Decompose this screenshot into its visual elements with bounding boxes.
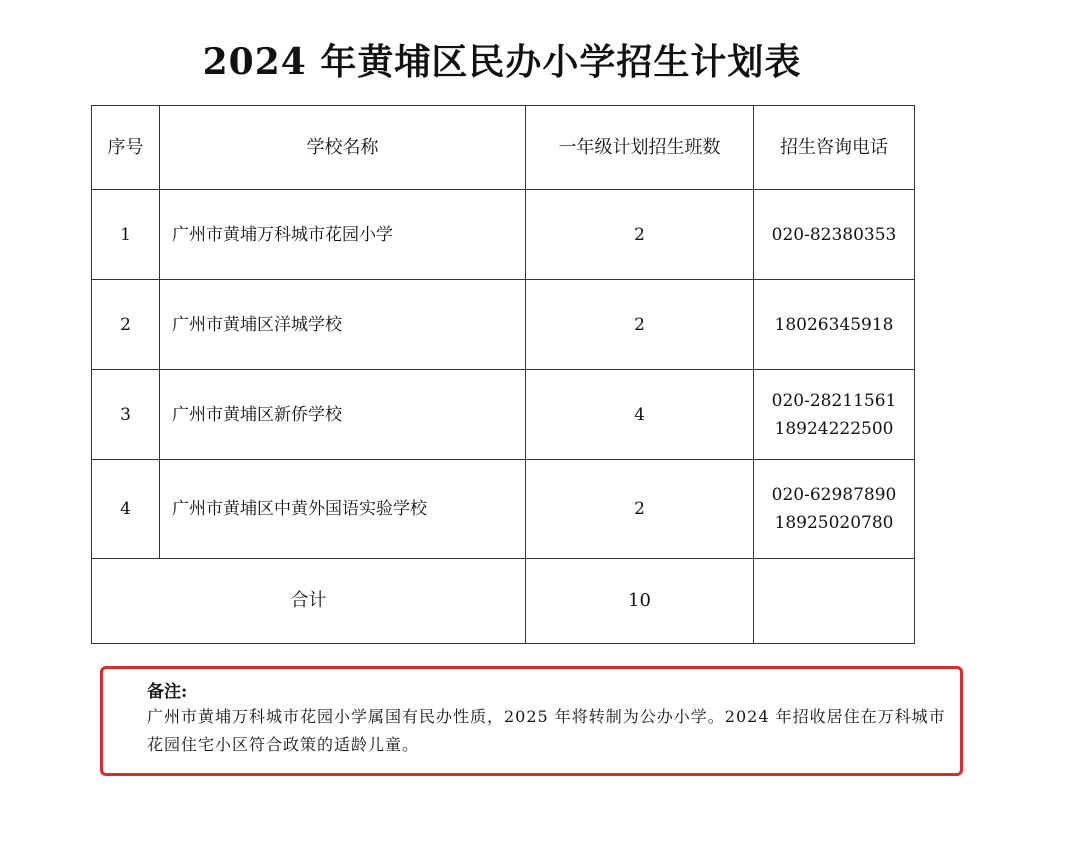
- phone-number: 020-62987890: [771, 485, 897, 505]
- total-phone-cell: [754, 559, 915, 644]
- table-row: [92, 190, 915, 280]
- serial-number-cell: 3: [92, 370, 160, 460]
- table-total-row: [92, 559, 915, 644]
- remarks-box: [100, 666, 963, 776]
- header-planned-classes: 一年级计划招生班数: [526, 106, 754, 190]
- phone-number: 18026345918: [774, 314, 894, 335]
- phone-number: 18925020780: [774, 513, 894, 533]
- contact-phone-cell: [754, 370, 915, 460]
- header-school-name: 学校名称: [160, 106, 526, 190]
- school-name-cell: 广州市黄埔区洋城学校: [160, 280, 526, 370]
- planned-classes-cell: 4: [526, 370, 754, 460]
- phone-number: 18924222500: [774, 418, 894, 439]
- contact-phone-cell: [754, 280, 915, 370]
- serial-number-cell: 2: [92, 280, 160, 370]
- planned-classes-cell: 2: [526, 460, 754, 559]
- school-name-cell: 广州市黄埔区中黄外国语实验学校: [160, 460, 526, 559]
- phone-number: 020-28211561: [771, 390, 897, 411]
- school-name-cell: 广州市黄埔万科城市花园小学: [160, 190, 526, 280]
- table-row: [92, 370, 915, 460]
- table-row: [92, 280, 915, 370]
- serial-number-cell: 4: [92, 460, 160, 559]
- header-serial-number: 序号: [92, 106, 160, 190]
- contact-phone-cell: [754, 460, 915, 559]
- planned-classes-cell: 2: [526, 280, 754, 370]
- total-label-cell: 合计: [92, 559, 526, 644]
- phone-number: 020-82380353: [771, 224, 897, 245]
- school-name-cell: 广州市黄埔区新侨学校: [160, 370, 526, 460]
- table-row: [92, 460, 915, 559]
- enrollment-plan-table: [91, 105, 915, 644]
- table-header-row: [92, 106, 915, 190]
- remarks-label: 备注:: [147, 682, 188, 702]
- header-contact-phone: 招生咨询电话: [754, 106, 915, 190]
- total-classes-cell: 10: [526, 559, 754, 644]
- page-title: 2024 年黄埔区民办小学招生计划表: [202, 41, 802, 83]
- contact-phone-cell: [754, 190, 915, 280]
- serial-number-cell: 1: [92, 190, 160, 280]
- planned-classes-cell: 2: [526, 190, 754, 280]
- remarks-text: 广州市黄埔万科城市花园小学属国有民办性质，2025 年将转制为公办小学。2024 年招收居住在万科城市花园住宅小区符合政策的适龄儿童。: [147, 707, 946, 754]
